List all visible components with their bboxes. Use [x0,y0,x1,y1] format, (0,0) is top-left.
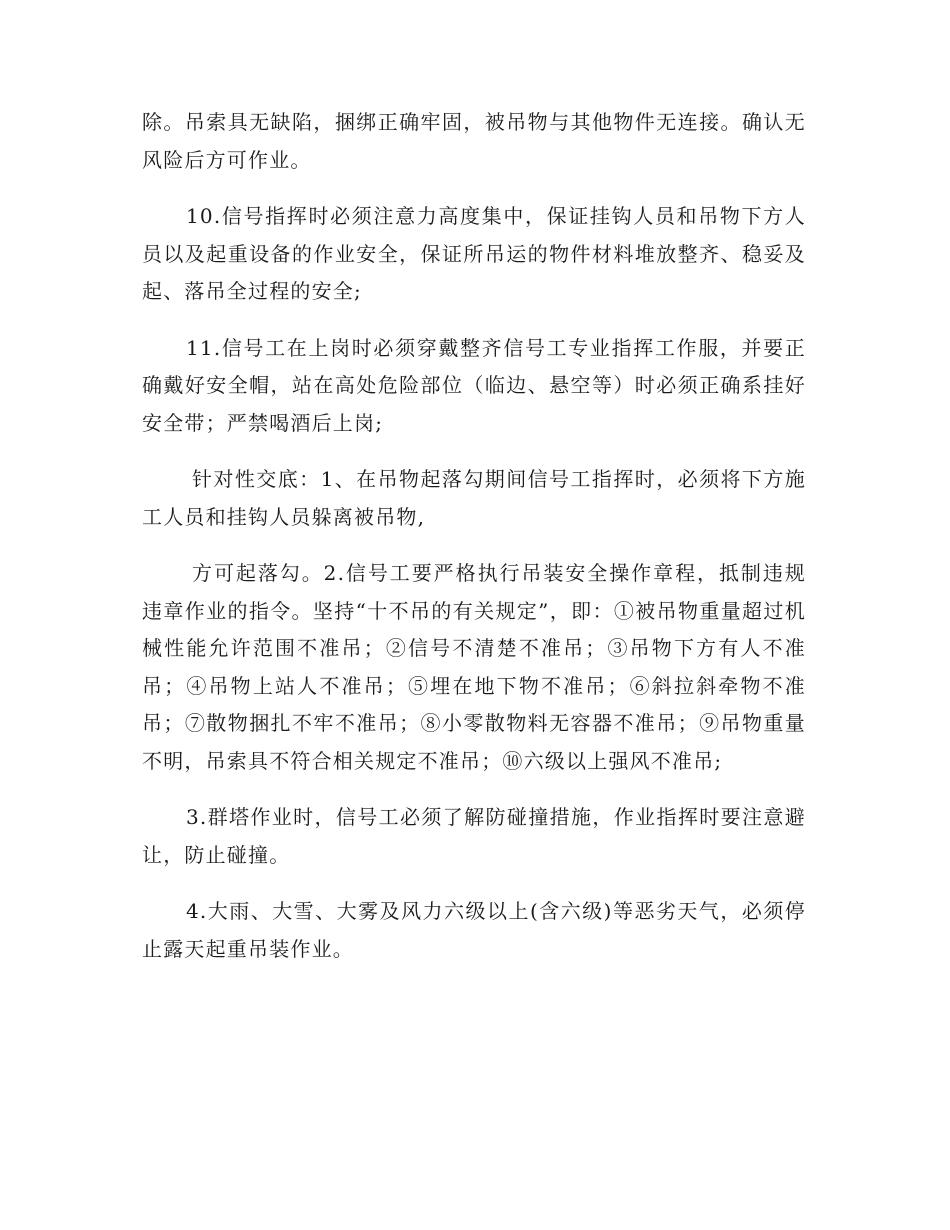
paragraph-item-10: 10.信号指挥时必须注意力高度集中，保证挂钩人员和吊物下方人员以及起重设备的作业安全，保证所吊运的物件材料堆放整齐、稳妥及起、落吊全过程的安全; [142,204,806,303]
paragraph-targeted-briefing: 针对性交底：1、在吊物起落勾期间信号工指挥时，必须将下方施工人员和挂钩人员躲离被吊物, [142,467,806,529]
paragraph-item-3: 3.群塔作业时，信号工必须了解防碰撞措施，作业指挥时要注意避让，防止碰撞。 [142,805,806,867]
document-body [142,104,806,987]
paragraph-ten-no-lift-rules: 方可起落勾。2.信号工要严格执行吊装安全操作章程，抵制违规违章作业的指令。坚持“十不吊的有关规定”，即：①被吊物重量超过机械性能允许范围不准吊；②信号不清楚不准吊；③吊物下方有人不准吊；④吊物上站人不准吊；⑤埋在地下物不准吊；⑥斜拉斜牵物不准吊；⑦散物捆扎不牢不准吊；⑧小零散物料无容器不准吊；⑨吊物重量不明，吊索具不符合相关规定不准吊；⑩六级以上强风不准吊; [142,561,806,773]
paragraph-item-11: 11.信号工在上岗时必须穿戴整齐信号工专业指挥工作服，并要正确戴好安全帽，站在高处危险部位（临边、悬空等）时必须正确系挂好安全带；严禁喝酒后上岗; [142,335,806,435]
paragraph-continuation: 除。吊索具无缺陷，捆绑正确牢固，被吊物与其他物件无连接。确认无风险后方可作业。 [142,110,806,172]
paragraph-item-4: 4.大雨、大雪、大雾及风力六级以上(含六级)等恶劣天气，必须停止露天起重吊装作业。 [142,899,806,961]
